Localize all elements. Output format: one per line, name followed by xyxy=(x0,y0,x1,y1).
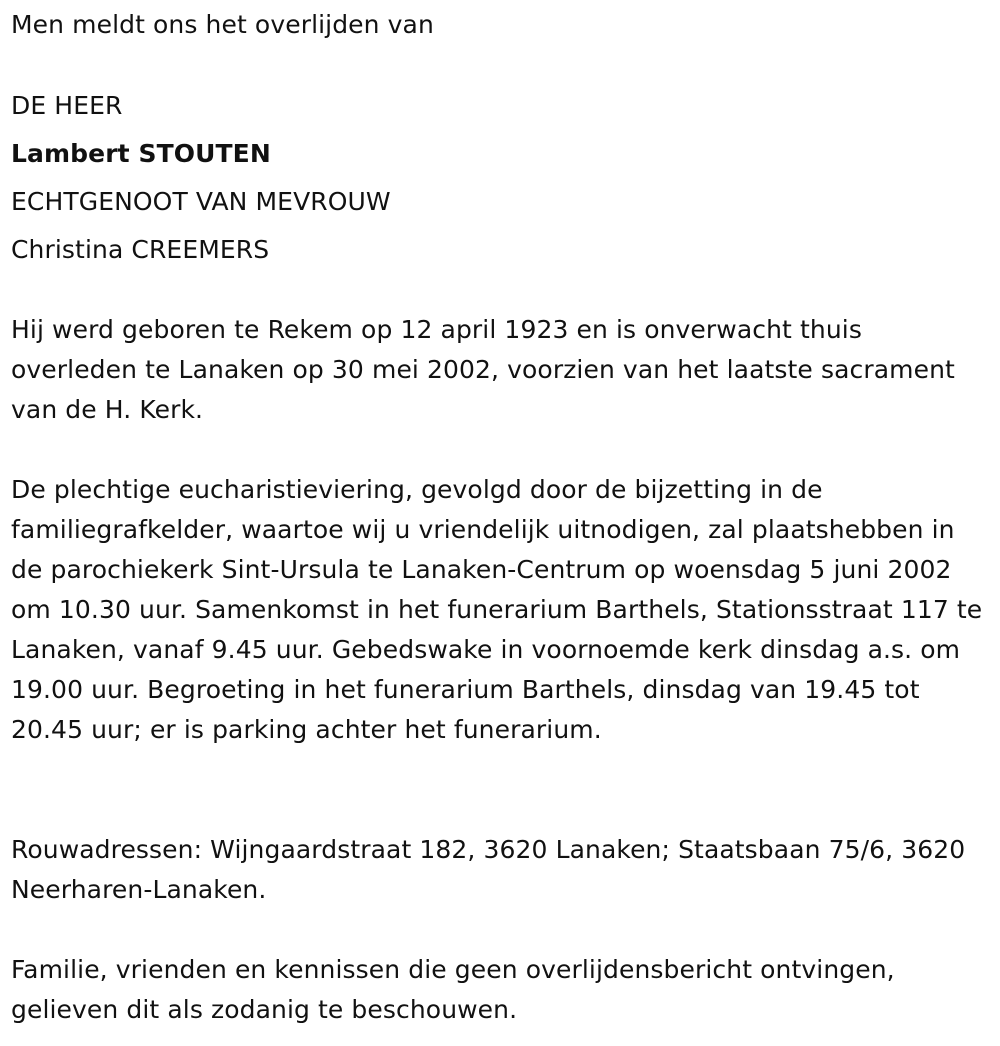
closing-paragraph: Familie, vrienden en kennissen die geen overlijdensbericht ontvingen, gelieven dit als zodanig te beschouwen. xyxy=(11,955,895,1024)
ceremony-paragraph: De plechtige eucharistieviering, gevolgd door de bijzetting in de familiegrafkelder, waartoe wij u vriendelijk uitnodigen, zal plaatshebben in de parochiekerk Sint-Ursula te Lanaken-Centrum op woensdag 5 juni 2002 om 10.30 uur. Samenkomst in het funerarium Barthels, Stationsstraat 117 te Lanaken, vanaf 9.45 uur. Gebedswake in voornoemde kerk dinsdag a.s. om 19.00 uur. Begroeting in het funerarium Barthels, dinsdag van 19.45 tot 20.45 uur; er is parking achter het funerarium. xyxy=(11,475,983,744)
birth-death-paragraph: Hij werd geboren te Rekem op 12 april 1923 en is onverwacht thuis overleden te Lanaken op 30 mei 2002, voorzien van het laatste sacrament van de H. Kerk. xyxy=(11,315,955,424)
addresses-paragraph: Rouwadressen: Wijngaardstraat 182, 3620 Lanaken; Staatsbaan 75/6, 3620 Neerharen-Lanaken. xyxy=(11,835,966,904)
deceased-name: Lambert STOUTEN xyxy=(11,139,271,168)
spouse-relation: ECHTGENOOT VAN MEVROUW xyxy=(11,187,391,216)
title-text: DE HEER xyxy=(11,91,123,120)
intro-text: Men meldt ons het overlijden van xyxy=(11,10,434,39)
spouse-name: Christina CREEMERS xyxy=(11,235,270,264)
